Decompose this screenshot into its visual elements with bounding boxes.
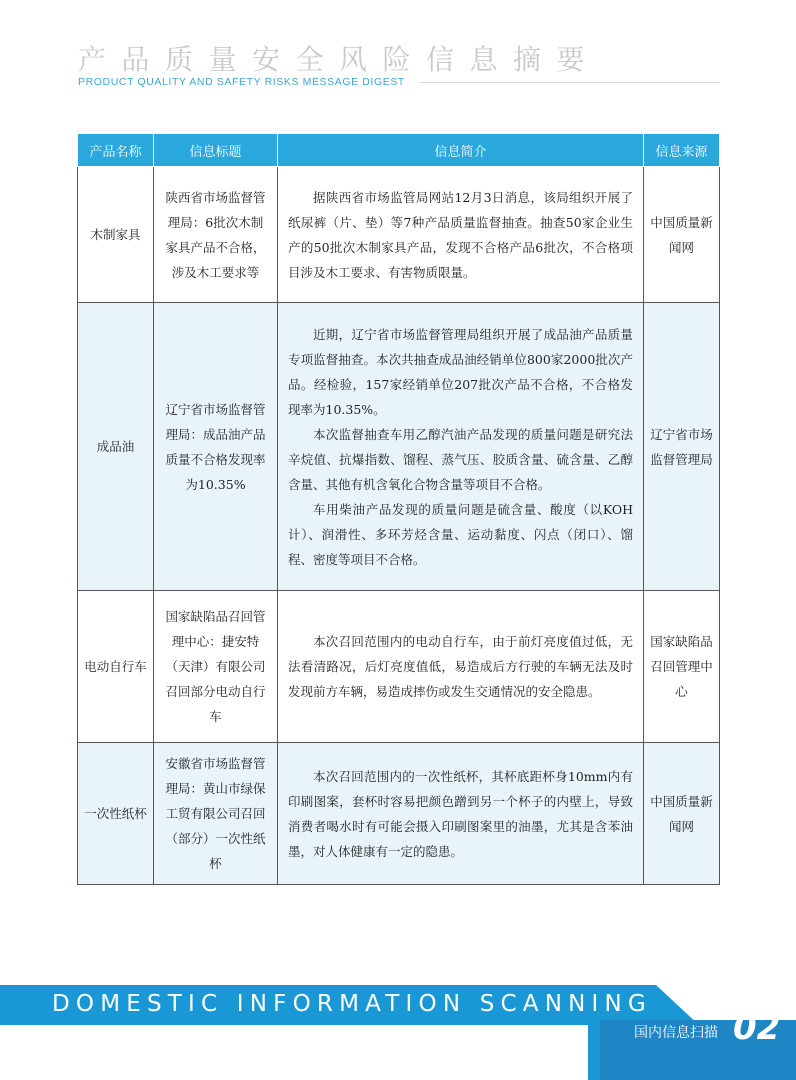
info-title-cell: 安徽省市场监督管理局：黄山市绿保工贸有限公司召回（部分）一次性纸杯 (154, 743, 278, 885)
column-header-product: 产品名称 (78, 134, 154, 167)
summary-paragraph: 本次监督抽查车用乙醇汽油产品发现的质量问题是研究法辛烷值、抗爆指数、馏程、蒸气压、胶质含量、硫含量、乙醇含量、其他有机含氧化合物含量等项目不合格。 (288, 426, 633, 492)
table-row (78, 591, 720, 743)
page-header-title: 产品质量安全风险信息摘要 (78, 43, 601, 76)
table-row (78, 167, 720, 303)
table-row (78, 743, 720, 885)
page-number: 02 (733, 1008, 781, 1048)
info-source-cell: 中国质量新闻网 (644, 167, 720, 303)
product-name-cell: 成品油 (78, 303, 154, 591)
info-source-cell: 中国质量新闻网 (644, 743, 720, 885)
info-title-cell: 国家缺陷品召回管理中心：捷安特（天津）有限公司召回部分电动自行车 (154, 591, 278, 743)
summary-paragraph: 车用柴油产品发现的质量问题是硫含量、酸度（以KOH计）、润滑性、多环芳烃含量、运动黏度、闪点（闭口）、馏程、密度等项目不合格。 (288, 501, 633, 567)
summary-paragraph: 近期，辽宁省市场监督管理局组织开展了成品油产品质量专项监督抽查。本次共抽查成品油经销单位800家2000批次产品。经检验，157家经销单位207批次产品不合格，不合格发现率为10.35%。 (288, 326, 633, 417)
table-header-row (78, 134, 720, 167)
column-header-summary: 信息简介 (278, 134, 644, 167)
info-source-cell: 辽宁省市场监督管理局 (644, 303, 720, 591)
info-title-cell: 辽宁省市场监督管理局：成品油产品质量不合格发现率为10.35% (154, 303, 278, 591)
header-divider (420, 82, 720, 83)
risk-digest-table (77, 133, 720, 885)
product-name-cell: 木制家具 (78, 167, 154, 303)
column-header-title: 信息标题 (154, 134, 278, 167)
info-summary-cell (278, 743, 644, 885)
summary-paragraph: 本次召回范围内的电动自行车，由于前灯亮度值过低，无法看清路况，后灯亮度值低，易造成后方行驶的车辆无法及时发现前方车辆，易造成摔伤或发生交通情况的安全隐患。 (288, 634, 633, 699)
info-summary-cell (278, 591, 644, 743)
column-header-source: 信息来源 (644, 134, 720, 167)
footer-section-label: 国内信息扫描 (634, 1025, 718, 1041)
page-header-subtitle: PRODUCT QUALITY AND SAFETY RISKS MESSAGE DIGEST (78, 76, 405, 88)
table-row (78, 303, 720, 591)
product-name-cell: 一次性纸杯 (78, 743, 154, 885)
info-source-cell: 国家缺陷品召回管理中心 (644, 591, 720, 743)
summary-paragraph: 据陕西省市场监管局网站12月3日消息，该局组织开展了纸尿裤（片、垫）等7种产品质量监督抽查。抽查50家企业生产的50批次木制家具产品，发现不合格产品6批次，不合格项目涉及木工要求、有害物质限量。 (288, 189, 633, 280)
info-title-cell: 陕西省市场监督管理局：6批次木制家具产品不合格，涉及木工要求等 (154, 167, 278, 303)
summary-paragraph: 本次召回范围内的一次性纸杯，其杯底距杯身10mm内有印刷图案，套杯时容易把颜色蹭到另一个杯子的内壁上，导致消费者喝水时有可能会摄入印刷图案里的油墨，尤其是含苯油墨，对人体健康有一定的隐患。 (288, 768, 633, 859)
footer-banner-text: DOMESTIC INFORMATION SCANNING (52, 991, 652, 1017)
info-summary-cell (278, 303, 644, 591)
product-name-cell: 电动自行车 (78, 591, 154, 743)
info-summary-cell (278, 167, 644, 303)
